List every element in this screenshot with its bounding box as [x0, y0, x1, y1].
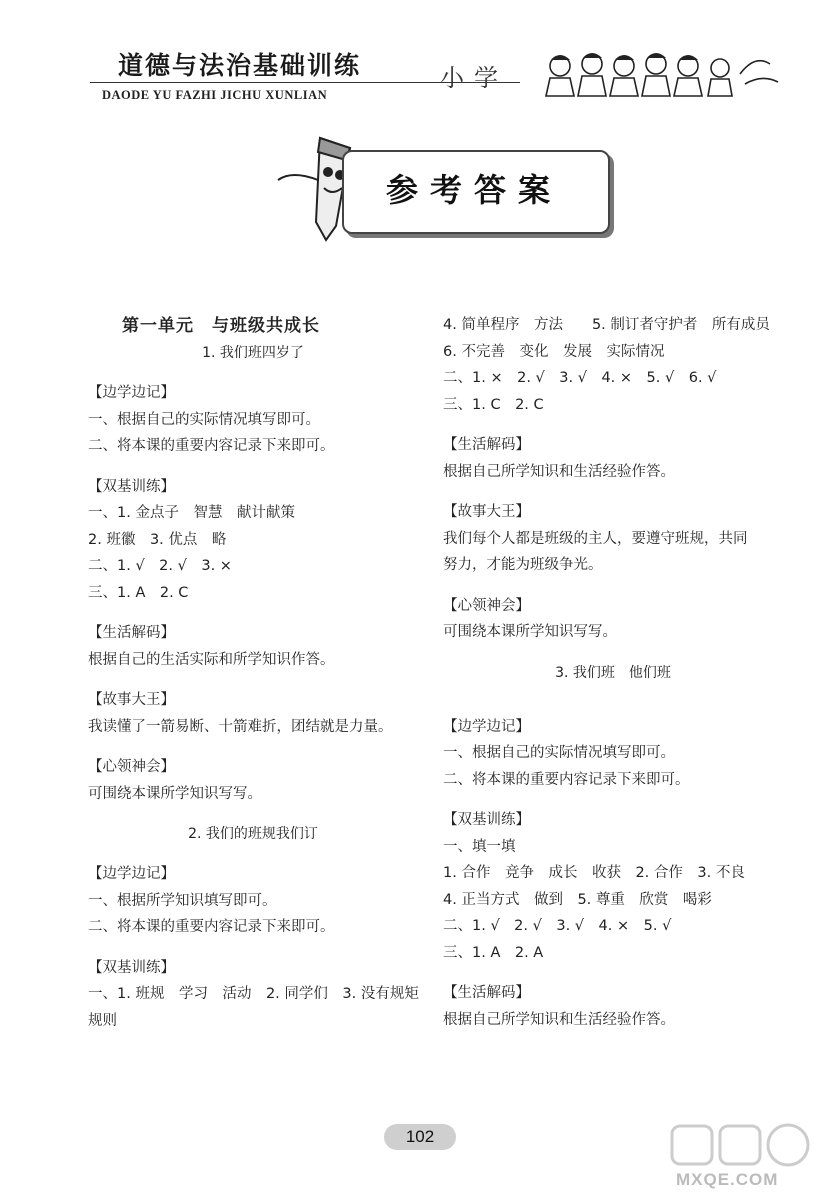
answer-line: 一、根据自己的实际情况填写即可。 [443, 745, 675, 761]
children-cartoon-icon [530, 44, 790, 104]
section-study [443, 714, 783, 794]
answer-line: 一、1. 金点子 智慧 献计献策 [88, 505, 295, 521]
answer-line: 6. 不完善 变化 发展 实际情况 [443, 343, 665, 360]
lesson-title: 3. 我们班 他们班 [555, 664, 671, 681]
section-title: 【生活解码】 [443, 437, 530, 453]
right-column [443, 312, 783, 1033]
section-life [88, 620, 418, 673]
section-life [443, 980, 783, 1033]
answer-line: 可围绕本课所学知识写写。 [88, 785, 262, 802]
section-title: 【生活解码】 [443, 985, 530, 1001]
answer-line: 我读懂了一箭易断、十箭难折，团结就是力量。 [88, 718, 393, 735]
lesson-title: 2. 我们的班规我们订 [188, 826, 318, 842]
answer-line: 可围绕本课所学知识写写。 [443, 624, 617, 640]
answer-line: 二、将本课的重要内容记录下来即可。 [88, 438, 335, 454]
section-training [88, 474, 418, 607]
book-title: 道德与法治基础训练 [118, 51, 362, 80]
section-title: 【边学边记】 [443, 718, 530, 735]
school-level: 小学 [440, 64, 508, 92]
page-number: 102 [384, 1124, 456, 1150]
section-training [443, 807, 783, 966]
banner-title: 参考答案 [385, 171, 562, 209]
answer-line: 1. 合作 竞争 成长 收获 2. 合作 3. 不良 [443, 865, 745, 881]
answer-line: 一、根据所学知识填写即可。 [88, 892, 277, 909]
answer-line: 根据自己的生活实际和所学知识作答。 [88, 651, 335, 668]
page-header [90, 44, 790, 114]
watermark-text: MXQE.COM [676, 1170, 779, 1189]
section-study [88, 380, 418, 460]
lesson-title: 1. 我们班四岁了 [202, 345, 304, 361]
answer-line: 2. 班徽 3. 优点 略 [88, 531, 227, 548]
answer-line: 根据自己所学知识和生活经验作答。 [443, 1011, 675, 1028]
section-title: 【双基训练】 [88, 959, 175, 976]
section-story [443, 499, 783, 579]
answer-line: 4. 正当方式 做到 5. 尊重 欣赏 喝彩 [443, 891, 712, 908]
answer-line: 规则 [88, 1012, 117, 1029]
answer-line: 二、1. √ 2. √ 3. × [88, 558, 232, 574]
section-title: 【双基训练】 [88, 478, 175, 495]
section-title: 【心领神会】 [88, 759, 175, 775]
answer-line: 二、1. √ 2. √ 3. √ 4. × 5. √ [443, 918, 672, 934]
section-title: 【生活解码】 [88, 625, 175, 641]
left-column [88, 312, 418, 1034]
answer-line: 二、1. × 2. √ 3. √ 4. × 5. √ 6. √ [443, 370, 717, 386]
section-title: 【心领神会】 [443, 597, 530, 614]
unit-title: 第一单元 与班级共成长 [122, 316, 320, 336]
section-title: 【双基训练】 [443, 812, 530, 828]
section-training [88, 955, 418, 1035]
answer-line: 二、将本课的重要内容记录下来即可。 [88, 919, 335, 935]
answer-line: 我们每个人都是班级的主人，要遵守班规，共同 [443, 530, 748, 547]
answer-key-banner [272, 130, 612, 242]
section-title: 【边学边记】 [88, 866, 175, 882]
section-story [88, 687, 418, 740]
section-title: 【故事大王】 [443, 504, 530, 520]
section-life [443, 432, 783, 485]
answer-line: 三、1. A 2. A [443, 944, 544, 961]
answer-line: 4. 简单程序 方法 5. 制订者守护者 所有成员 [443, 317, 770, 333]
section-title: 【故事大王】 [88, 692, 175, 708]
answer-line: 一、根据自己的实际情况填写即可。 [88, 411, 320, 428]
section-insight [88, 754, 418, 807]
answer-line: 三、1. C 2. C [443, 396, 544, 413]
section-insight [443, 593, 783, 646]
answer-line: 努力，才能为班级争光。 [443, 557, 603, 573]
book-title-pinyin: DAODE YU FAZHI JICHU XUNLIAN [102, 88, 328, 102]
answer-line: 一、填一填 [443, 838, 516, 855]
answer-line: 一、1. 班规 学习 活动 2. 同学们 3. 没有规矩 [88, 986, 419, 1002]
answer-line: 二、将本课的重要内容记录下来即可。 [443, 771, 690, 788]
section-study [88, 861, 418, 941]
section-title: 【边学边记】 [88, 385, 175, 401]
answer-line: 根据自己所学知识和生活经验作答。 [443, 463, 675, 480]
answer-line: 三、1. A 2. C [88, 584, 189, 601]
